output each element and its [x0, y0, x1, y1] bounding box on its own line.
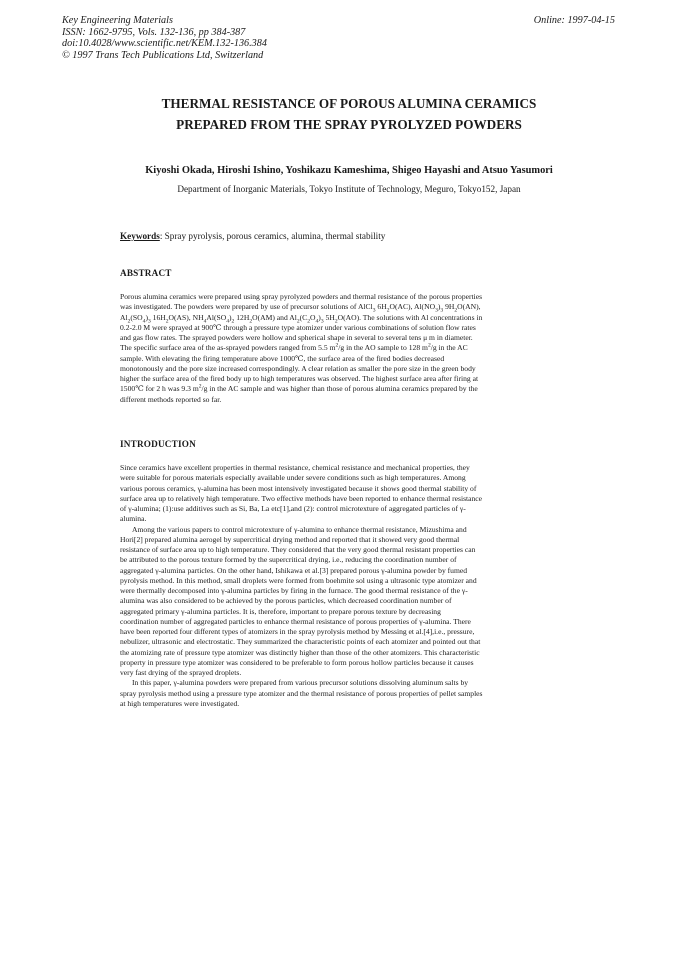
- journal-name: Key Engineering Materials: [62, 15, 173, 26]
- title-line-2: PREPARED FROM THE SPRAY PYROLYZED POWDERS: [176, 117, 522, 132]
- keywords-text: : Spray pyrolysis, porous ceramics, alumina, thermal stability: [159, 231, 386, 241]
- abstract-line: The specific surface area of the as-sprayed powders ranged from 5.5 $m^2/g$ in the AO sample to 128 $m^2/g$ in the AC: [120, 342, 468, 353]
- intro-line: be attributed to the porous texture formed by the supercritical drying, i.e., reducing the coordination number of: [120, 555, 457, 565]
- introduction-heading: INTRODUCTION: [120, 439, 196, 449]
- intro-line: alumina.: [120, 514, 147, 524]
- abstract-line: was investigated. The powders were prepared by use of precursor solutions of AlCl$_3$ $6H_2O(AC)$, $Al(NO_3)_3$ $9H_2O(AN)$,: [120, 302, 481, 314]
- intro-line: surface area up to relatively high temperature. Two effective methods have been reported to enhance thermal resistance: [120, 493, 483, 503]
- intro-line: various porous ceramics, γ-alumina has been most intensively investigated because it shows good thermal stability of: [120, 483, 477, 493]
- intro-line: aggregated γ-alumina particles. On the other hand, Ishikawa et al.[3] prepared porous γ-alumina powder by fumed: [120, 565, 468, 575]
- intro-line: alumina was also considered to be achieved by the porous particles, which decreased coordination number of: [120, 596, 452, 606]
- issn-line: ISSN: 1662-9795, Vols. 132-136, pp 384-387: [62, 26, 246, 38]
- intro-line: Since ceramics have excellent properties in thermal resistance, chemical resistance and mechanical properties, they: [120, 463, 470, 472]
- intro-line: nebulizer, ultrasonic and electrostatic. They summarized the characteristic points of each atomizer and pointed out that: [120, 637, 481, 647]
- abstract-line: monotonously and the pore size increased correspondingly. A clear relation as smaller the pore size in the green body: [120, 363, 476, 373]
- intro-line: aggregated primary γ-alumina particles. It is, therefore, important to prepare porous texture by decreasing: [120, 606, 441, 616]
- intro-line: have been reported four different types of atomizers in the spray pyrolysis method by Messing et al.[4],i.e., pressure,: [120, 627, 475, 636]
- abstract-line: different methods reported so far.: [120, 394, 222, 404]
- abstract-line: Porous alumina ceramics were prepared using spray pyrolyzed powders and thermal resistance of the porous properties: [120, 292, 483, 301]
- abstract-line: 1500℃ for 2 h was 9.3 $m^2/g$ in the AC sample and was higher than those of porous alumina ceramics prepared by the: [120, 383, 478, 394]
- abstract-line: and gas flow rates. The sprayed powders were hollow and spherical shape in several to several tens μ m in diameter.: [120, 333, 473, 342]
- intro-line: coordination number of aggregated particles to enhance thermal resistance of porous properties of γ-alumina. There: [120, 616, 471, 626]
- intro-line: In this paper, γ-alumina powders were prepared from various precursor solutions dissolving aluminum salts by: [132, 678, 469, 688]
- intro-line: were thermally decomposed into γ-alumina particles by firing in the furnace. The good thermal resistance of the γ-: [120, 586, 468, 595]
- abstract-line: sample. With elevating the firing temperature above 1000℃, the surface area of the fired bodies decreased: [120, 353, 445, 363]
- keywords-label: Keywords: [120, 231, 160, 241]
- intro-line: spray pyrolysis method using a pressure type atomizer and the thermal resistance of porous properties of pellet samples: [120, 688, 483, 698]
- title-line-1: THERMAL RESISTANCE OF POROUS ALUMINA CERAMICS: [161, 96, 537, 111]
- intro-line: very fast drying of the sprayed droplets.: [120, 668, 242, 677]
- intro-line: resistance of surface area up to high temperature. They considered that the very good thermal resistant properties can: [120, 545, 476, 554]
- author-list: Kiyoshi Okada, Hiroshi Ishino, Yoshikazu Kameshima, Shigeo Hayashi and Atsuo Yasumori: [145, 165, 553, 176]
- intro-line: were suitable for porous materials especially available under severe conditions such as high temperatures. Among: [120, 473, 466, 483]
- introduction-body: [120, 463, 570, 709]
- abstract-body: [120, 292, 570, 405]
- abstract-heading: ABSTRACT: [120, 268, 172, 278]
- intro-line: the atomizing rate of pressure type atomizer was distinctly higher than those of the other atomizers. This characteristic: [120, 647, 480, 657]
- intro-line: property in pressure type atomizer was considered to be preferable to form porous hollow particles because it causes: [120, 657, 474, 667]
- journal-header: [62, 15, 267, 61]
- keywords: [120, 231, 385, 241]
- copyright-line: © 1997 Trans Tech Publications Ltd, Switzerland: [62, 49, 264, 61]
- online-date: Online: 1997-04-15: [533, 15, 615, 26]
- intro-line: at high temperatures were investigated.: [120, 698, 240, 708]
- intro-line: Hori[2] prepared alumina aerogel by supercritical drying method and reported that it showed very good thermal: [120, 534, 460, 544]
- abstract-line: higher the surface area of the fired body up to high temperatures was observed. The highest surface area after firing at: [120, 374, 479, 383]
- intro-line: Among the various papers to control microtexture of γ-alumina to enhance thermal resistance, Mizushima and: [132, 524, 467, 534]
- paper-title: [60, 93, 638, 135]
- affiliation: Department of Inorganic Materials, Tokyo Institute of Technology, Meguro, Tokyo152, Japan: [177, 184, 521, 194]
- intro-line: pyrolysis method. In this method, small droplets were formed from boehmite sol using a ultrasonic type atomizer and: [120, 575, 477, 585]
- doi-line[interactable]: doi:10.4028/www.scientific.net/KEM.132-136.384: [62, 38, 267, 49]
- abstract-line: 0.2-2.0 M were sprayed at 900℃ through a pressure type atomizer under various combinations of solution flow rates: [120, 322, 476, 332]
- abstract-line: $Al_2(SO_4)_3$ $16H_2O(AS)$, $NH_4Al(SO_4)_2$ $12H_2O(AM)$ and $Al_2(C_2O_4)_3$ $5H_2O(AO)$. The solutions with Al concentrations in: [120, 312, 483, 325]
- intro-line: of γ-alumina; (1):use additives such as Si, Ba, La etc[1],and (2): control microtexture of aggregated particles of γ-: [120, 504, 466, 513]
